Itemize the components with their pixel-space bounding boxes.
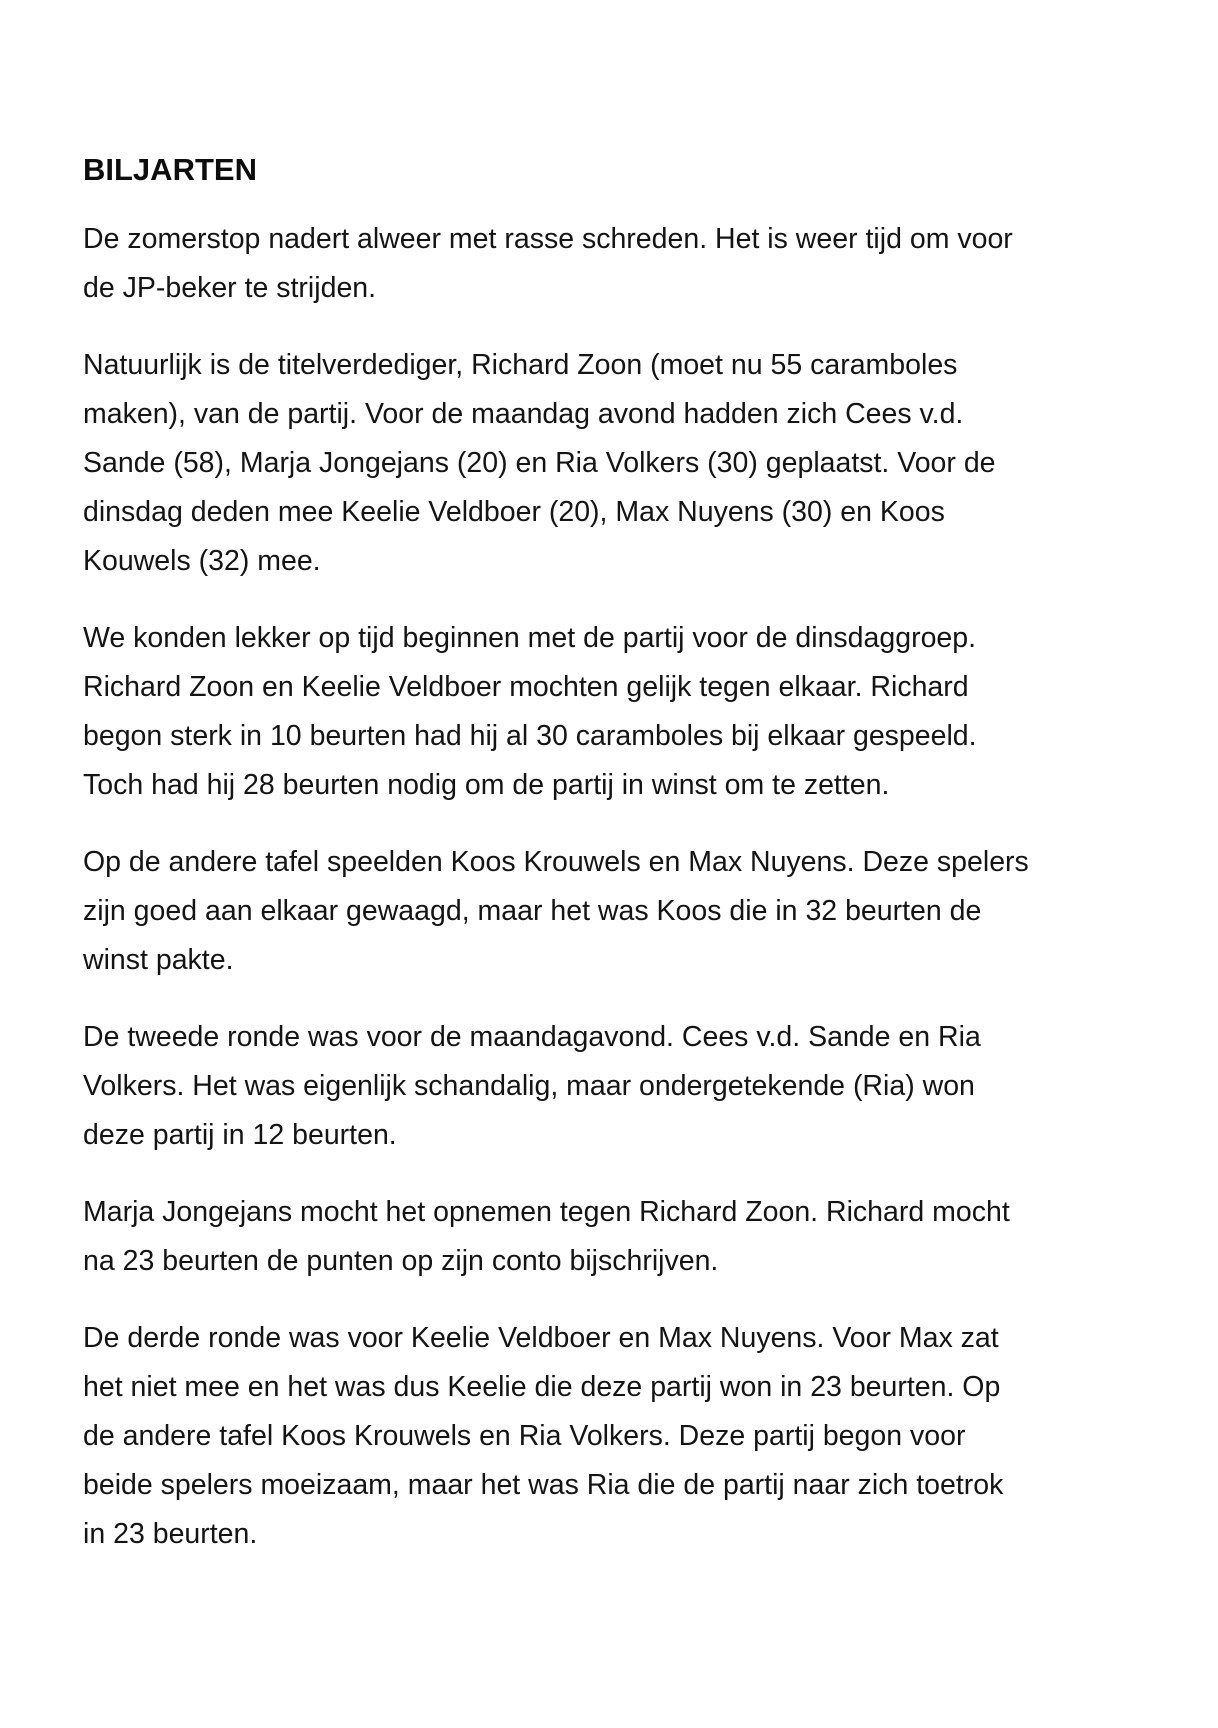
paragraph-line: De zomerstop nadert alweer met rasse schreden. Het is weer tijd om voor <box>83 223 1013 255</box>
paragraph-line: na 23 beurten de punten op zijn conto bijschrijven. <box>83 1245 719 1277</box>
paragraph-line: het niet mee en het was dus Keelie die deze partij won in 23 beurten. Op <box>83 1371 1001 1403</box>
paragraph-line: maken), van de partij. Voor de maandag avond hadden zich Cees v.d. <box>83 398 964 430</box>
document-page <box>83 146 1143 1587</box>
paragraph-line: Natuurlijk is de titelverdediger, Richard Zoon (moet nu 55 caramboles <box>83 349 958 381</box>
paragraph-line: Marja Jongejans mocht het opnemen tegen Richard Zoon. Richard mocht <box>83 1196 1010 1228</box>
paragraph-line: De derde ronde was voor Keelie Veldboer en Max Nuyens. Voor Max zat <box>83 1322 999 1354</box>
paragraph-line: Kouwels (32) mee. <box>83 545 321 577</box>
paragraph-line: deze partij in 12 beurten. <box>83 1119 397 1151</box>
document-title: BILJARTEN <box>83 152 257 187</box>
paragraph-line: Op de andere tafel speelden Koos Krouwels en Max Nuyens. Deze spelers <box>83 846 1029 878</box>
paragraph-5 <box>83 1013 1143 1160</box>
paragraph-line: De tweede ronde was voor de maandagavond. Cees v.d. Sande en Ria <box>83 1021 981 1053</box>
paragraph-line: zijn goed aan elkaar gewaagd, maar het was Koos die in 32 beurten de <box>83 895 982 927</box>
paragraph-6 <box>83 1188 1143 1286</box>
paragraph-4 <box>83 838 1143 985</box>
paragraph-7 <box>83 1314 1143 1559</box>
paragraph-2 <box>83 341 1143 586</box>
paragraph-line: Sande (58), Marja Jongejans (20) en Ria Volkers (30) geplaatst. Voor de <box>83 447 996 479</box>
paragraph-1 <box>83 215 1143 313</box>
paragraph-line: winst pakte. <box>83 944 234 976</box>
paragraph-line: in 23 beurten. <box>83 1518 258 1550</box>
paragraph-3 <box>83 614 1143 810</box>
paragraph-line: begon sterk in 10 beurten had hij al 30 caramboles bij elkaar gespeeld. <box>83 720 977 752</box>
paragraph-line: Volkers. Het was eigenlijk schandalig, maar ondergetekende (Ria) won <box>83 1070 975 1102</box>
paragraph-line: Richard Zoon en Keelie Veldboer mochten gelijk tegen elkaar. Richard <box>83 671 969 703</box>
paragraph-line: Toch had hij 28 beurten nodig om de partij in winst om te zetten. <box>83 769 890 801</box>
paragraph-line: de andere tafel Koos Krouwels en Ria Volkers. Deze partij begon voor <box>83 1420 966 1452</box>
paragraph-line: We konden lekker op tijd beginnen met de partij voor de dinsdaggroep. <box>83 622 977 654</box>
paragraph-line: dinsdag deden mee Keelie Veldboer (20), Max Nuyens (30) en Koos <box>83 496 945 528</box>
paragraph-line: de JP-beker te strijden. <box>83 272 377 304</box>
paragraph-line: beide spelers moeizaam, maar het was Ria die de partij naar zich toetrok <box>83 1469 1004 1501</box>
